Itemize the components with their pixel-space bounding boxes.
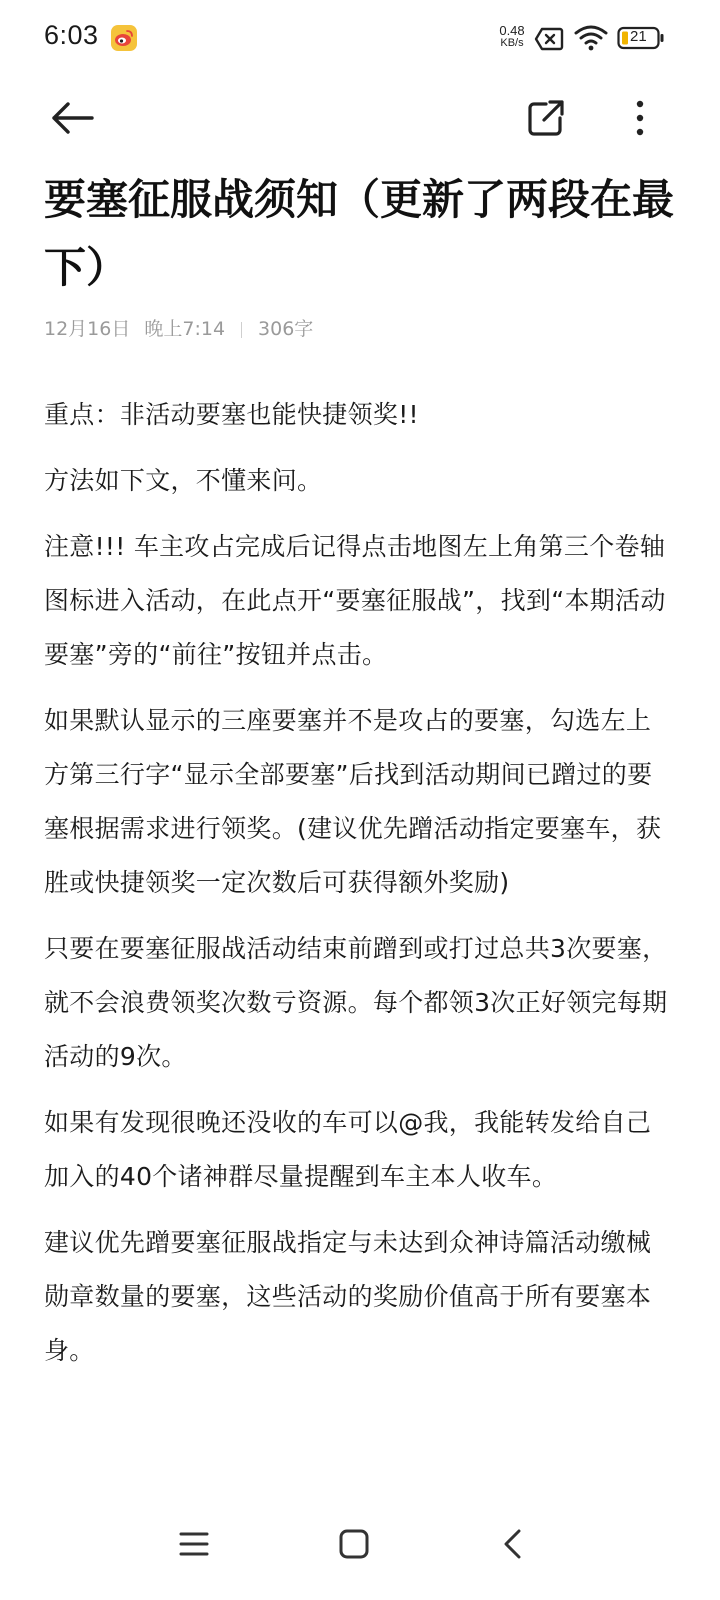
paragraph: 重点：非活动要塞也能快捷领奖!! bbox=[44, 400, 419, 429]
article-title: 要塞征服战须知（更新了两段在最下） bbox=[44, 175, 675, 292]
paragraph: 建议优先蹭要塞征服战指定与未达到众神诗篇活动缴械勋章数量的要塞，这些活动的奖励价值高于所有要塞本身。 bbox=[44, 1228, 652, 1365]
wifi-icon bbox=[574, 24, 608, 56]
status-time: 6:03 bbox=[44, 20, 99, 50]
article-body[interactable] bbox=[44, 388, 670, 1390]
home-square-icon bbox=[336, 1526, 372, 1562]
article-word-count: 306字 bbox=[258, 318, 314, 340]
system-navigation-bar bbox=[0, 1520, 720, 1600]
more-vertical-icon bbox=[624, 98, 656, 138]
weibo-icon bbox=[111, 25, 137, 51]
system-back-button[interactable] bbox=[498, 1526, 528, 1562]
share-icon bbox=[526, 98, 566, 138]
back-arrow-icon bbox=[50, 98, 96, 138]
home-button[interactable] bbox=[336, 1526, 372, 1562]
article-time: 晚上7:14 bbox=[144, 318, 226, 340]
back-button[interactable] bbox=[50, 98, 96, 138]
menu-icon bbox=[176, 1526, 212, 1562]
paragraph: 只要在要塞征服战活动结束前蹭到或打过总共3次要塞，就不会浪费领奖次数亏资源。每个都领3次正好领完每期活动的9次。 bbox=[44, 934, 668, 1071]
article-date: 12月16日 bbox=[44, 318, 131, 340]
share-button[interactable] bbox=[526, 98, 566, 138]
network-speed bbox=[494, 24, 530, 50]
article-meta bbox=[44, 314, 313, 341]
recent-apps-button[interactable] bbox=[176, 1526, 212, 1562]
battery-level: 21 bbox=[630, 28, 647, 45]
network-speed-unit: KB/s bbox=[500, 37, 524, 49]
network-speed-value: 0.48 bbox=[499, 23, 525, 38]
top-nav-bar bbox=[0, 90, 720, 146]
more-options-button[interactable] bbox=[624, 98, 656, 138]
paragraph: 如果默认显示的三座要塞并不是攻占的要塞，勾选左上方第三行字“显示全部要塞”后找到活动期间已蹭过的要塞根据需求进行领奖。(建议优先蹭活动指定要塞车，获胜或快捷领奖一定次数后可获得额外奖励) bbox=[44, 706, 662, 897]
status-bar bbox=[0, 0, 720, 78]
back-chevron-icon bbox=[498, 1526, 528, 1562]
sim-icon bbox=[534, 27, 564, 55]
meta-divider bbox=[241, 322, 242, 338]
paragraph: 注意!!! 车主攻占完成后记得点击地图左上角第三个卷轴图标进入活动，在此点开“要塞征服战”，找到“本期活动要塞”旁的“前往”按钮并点击。 bbox=[44, 532, 666, 669]
paragraph: 如果有发现很晚还没收的车可以@我，我能转发给自己加入的40个诸神群尽量提醒到车主本人收车。 bbox=[44, 1108, 652, 1191]
paragraph: 方法如下文，不懂来问。 bbox=[44, 466, 323, 495]
